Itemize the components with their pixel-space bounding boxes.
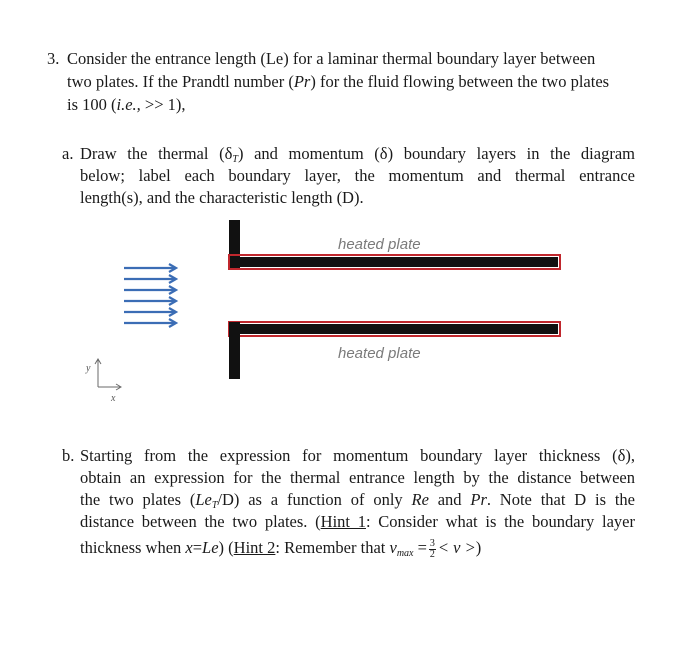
flow-arrow-icon bbox=[124, 308, 176, 316]
axis-x-label: x bbox=[111, 393, 116, 404]
average-velocity: < v > bbox=[437, 538, 476, 557]
part-b-text: : Remember that bbox=[275, 538, 390, 557]
question-text: ) for the fluid flowing between the two plates bbox=[310, 72, 610, 91]
question-text: two plates. If the Prandtl number ( bbox=[67, 72, 294, 91]
part-b-text: ) bbox=[475, 538, 482, 557]
axis-icon bbox=[95, 359, 121, 390]
part-b-label: b. bbox=[62, 446, 75, 465]
part-b-text: Starting from the expression for momentum boundary layer thickness (δ), bbox=[80, 446, 635, 465]
fraction-three-halves bbox=[429, 539, 436, 560]
flow-arrow-icon bbox=[124, 319, 176, 327]
axis-y-label: y bbox=[86, 363, 91, 374]
subscript-t: T bbox=[232, 154, 238, 165]
part-b-text: ) ( bbox=[218, 538, 234, 557]
symbol-pr: Pr bbox=[293, 72, 311, 91]
flow-arrow-icon bbox=[124, 275, 176, 283]
part-b-text: ) as a function of only bbox=[233, 490, 412, 509]
part-b-text: the two plates ( bbox=[80, 490, 196, 509]
bottom-plate-post bbox=[229, 322, 240, 379]
question-number: 3. bbox=[47, 49, 60, 68]
equals-sign: = bbox=[413, 538, 427, 557]
question-text-italic: i.e., bbox=[116, 95, 141, 114]
symbol-re: Re bbox=[411, 490, 429, 509]
fraction-denominator: 2 bbox=[429, 548, 435, 560]
part-b-line-5 bbox=[80, 538, 481, 564]
part-b-text: obtain an expression for the thermal entrance length by the distance between bbox=[80, 468, 635, 487]
part-b-text: thickness when bbox=[80, 538, 186, 557]
part-b-line-1 bbox=[80, 446, 635, 466]
part-b-text: . Note that D is the bbox=[486, 490, 635, 509]
part-b-text: /D bbox=[217, 490, 234, 509]
part-b-line-4: distance between the two plates. (Hint 1: Consider what is the boundary layer bbox=[80, 512, 635, 531]
question-text: Consider the entrance length (Le) for a laminar thermal boundary layer between bbox=[67, 49, 596, 68]
part-a-text: length(s), and the characteristic length (D). bbox=[80, 188, 364, 207]
flow-arrows bbox=[124, 264, 176, 327]
subscript-t: T bbox=[211, 500, 218, 511]
hint-1-label: Hint 1 bbox=[320, 512, 366, 531]
part-b-text: = bbox=[192, 538, 203, 557]
flow-arrow-icon bbox=[124, 286, 176, 294]
part-b-text: and bbox=[428, 490, 471, 509]
symbol-v: v bbox=[389, 538, 397, 557]
top-plate bbox=[231, 257, 558, 267]
bottom-plate bbox=[231, 324, 558, 334]
part-a-label: a. bbox=[62, 144, 74, 163]
hint-2-label: Hint 2 bbox=[233, 538, 276, 557]
subscript-max: max bbox=[396, 548, 414, 559]
symbol-le: Le bbox=[202, 538, 219, 557]
fraction-numerator: 3 bbox=[429, 537, 435, 549]
part-a-text: below; label each boundary layer, the momentum and thermal entrance bbox=[80, 166, 635, 185]
part-a-text: Draw the thermal (δ bbox=[80, 144, 233, 163]
part-a-text: ) and momentum (δ) boundary layers in the diagram bbox=[237, 144, 635, 163]
symbol-x: x bbox=[185, 538, 193, 557]
part-b-text: : Consider what is the boundary layer bbox=[365, 512, 635, 531]
part-b-line-2 bbox=[80, 468, 635, 488]
flow-arrow-icon bbox=[124, 264, 176, 272]
question-text: >> 1), bbox=[140, 95, 186, 114]
part-b-text: distance between the two plates. bbox=[80, 512, 308, 531]
symbol-pr: Pr bbox=[470, 490, 487, 509]
question-text: is 100 ( bbox=[67, 95, 117, 114]
bottom-plate-label: heated plate bbox=[338, 345, 421, 362]
top-plate-label: heated plate bbox=[338, 236, 421, 253]
symbol-le: Le bbox=[195, 490, 212, 509]
flow-arrow-icon bbox=[124, 297, 176, 305]
